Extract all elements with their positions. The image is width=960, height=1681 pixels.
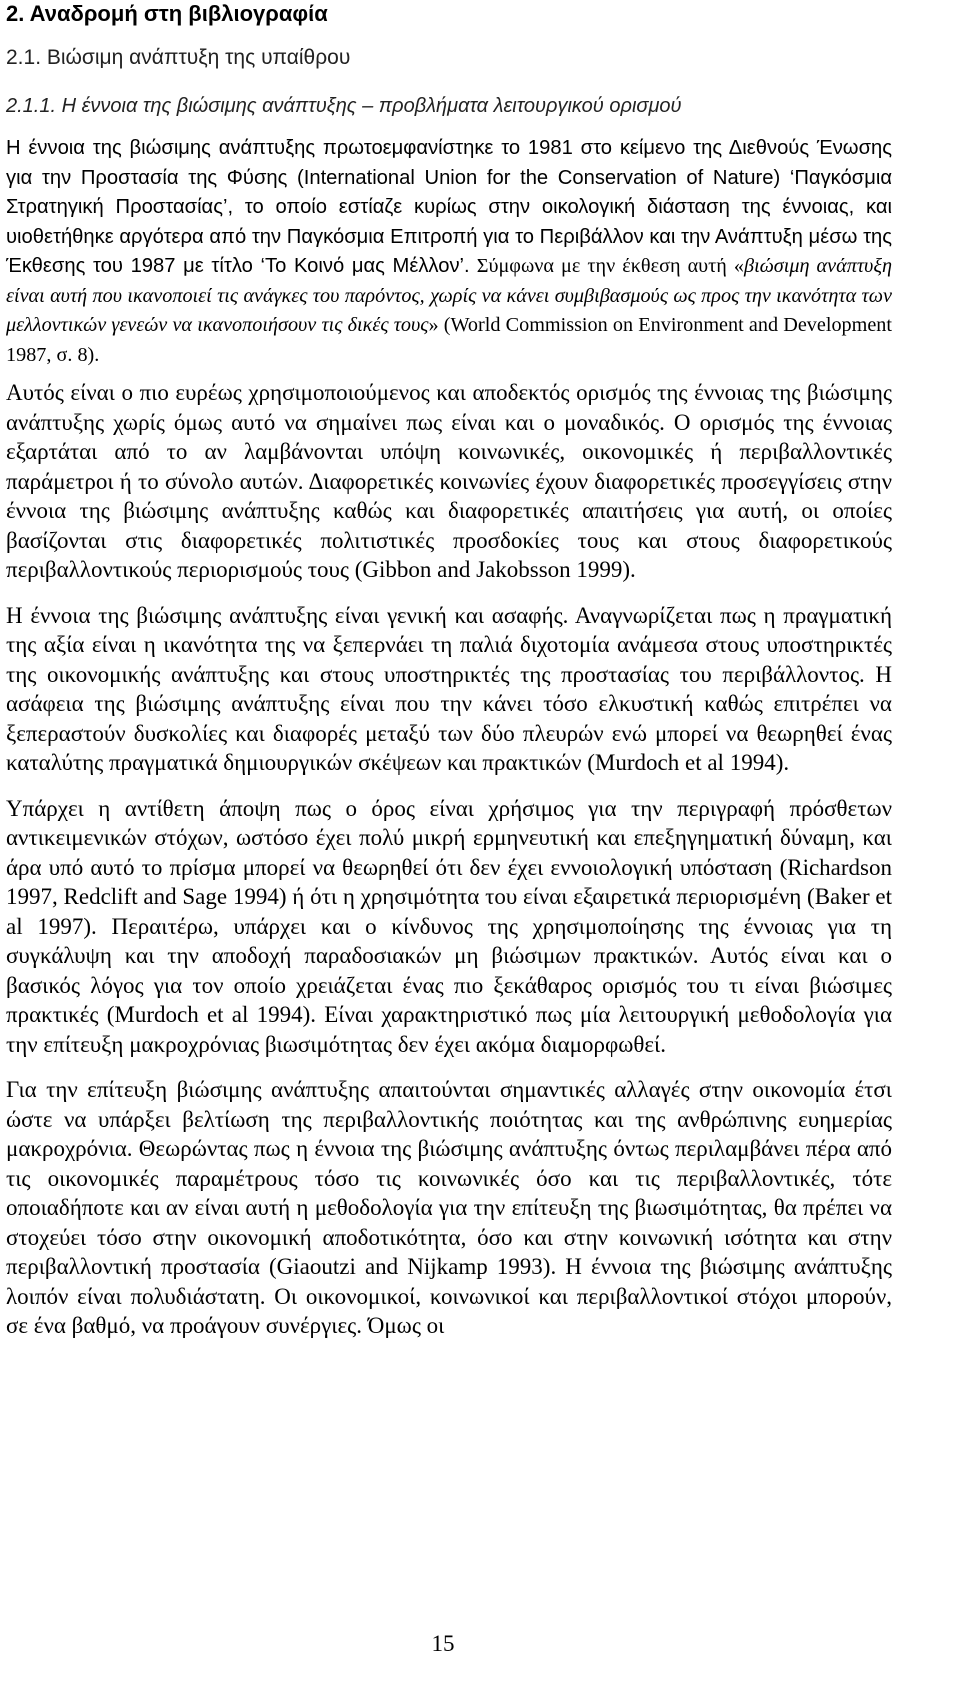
document-page: [6, 0, 892, 1349]
paragraph-requirements: Για την επίτευξη βιώσιμης ανάπτυξης απαιτούνται σημαντικές αλλαγές στην οικονομία έτσι ώστε να υπάρξει βελτίωση της περιβαλλοντικής ποιότητας και της ανθρώπινης ευημερίας μακροχρόνια. Θεωρώντας πως η έννοια της βιώσιμης ανάπτυξης όντως περιλαμβάνει πέρα από τις οικονομικές παραμέτρους τόσο τις κοινωνικές όσο και τις περιβαλλοντικές, τότε οποιαδήποτε και αν είναι αυτή η μεθοδολογία για την επίτευξη της βιωσιμότητας, θα πρέπει να στοχεύει τόσο στην οικονομική αποδοτικότητα, όσο και στην κοινωνική ισότητα και στην περιβαλλοντική προστασία (Giaoutzi and Nijkamp 1993). Η έννοια της βιώσιμης ανάπτυξης λοιπόν είναι πολυδιάστατη. Οι οικονομικοί, κοινωνικοί και περιβαλλοντικοί στόχοι μπορούν, σε ένα βαθμό, να προάγουν συνέργιες. Όμως οι: [6, 1077, 892, 1338]
paragraph-text: Σύμφωνα με την έκθεση αυτή «: [469, 255, 745, 277]
citation: » (World Commission on Environment and Development 1987, σ. 8).: [6, 314, 892, 366]
page-number: 15: [431, 1631, 455, 1656]
paragraph-text: Η έννοια της βιώσιμης ανάπτυξης πρωτοεμφανίστηκε το 1981 στο κείμενο της Διεθνούς Ένωσης για την Προστασία της Φύσης (International Union for the Conservation of Nature) ‘Παγκόσμια Στρατηγική Προστασίας’, το οποίο εστίαζε κυρίως στην οικολογική διάσταση της έννοιας, και υιοθετήθηκε αργότερα από την Παγκόσμια Επιτροπή για το Περιβάλλον και την Ανάπτυξη μέσω της Έκθεσης του 1987 με τίτλο ‘Το Κοινό μας Μέλλον’.: [6, 137, 892, 277]
subsection-heading: 2.1.1. Η έννοια της βιώσιμης ανάπτυξης – προβλήματα λειτουργικού ορισμού: [6, 95, 682, 117]
section-heading: 2.1. Βιώσιμη ανάπτυξη της υπαίθρου: [6, 46, 351, 69]
paragraph-text: Αυτός είναι ο πιο ευρέως χρησιμοποιούμενος και αποδεκτός ορισμός της έννοιας της βιώσιμης ανάπτυξης χωρίς όμως αυτό να σημαίνει πως είναι και ο μοναδικός. Ο ορισμός της έννοιας εξαρτάται από το αν λαμβάνονται υπόψη κοινωνικές, οικονομικές ή περιβαλλοντικές παράμετροι ή το σύνολο αυτών.: [6, 380, 892, 494]
paragraph-definition-origin: [6, 134, 892, 370]
paragraph-opposing-view: Υπάρχει η αντίθετη άποψη πως ο όρος είναι χρήσιμος για την περιγραφή πρόσθετων αντικειμενικών στόχων, ωστόσο έχει πολύ μικρή ερμηνευτική και επεξηγηματική δύναμη, και άρα υπό αυτό το πρίσμα μπορεί να θεωρηθεί ότι δεν έχει εννοιολογική υπόσταση (Richardson 1997, Redclift and Sage 1994) ή ότι η χρησιμότητα του είναι εξαιρετικά περιορισμένη (Baker et al 1997). Περαιτέρω, υπάρχει και ο κίνδυνος της χρησιμοποίησης της έννοιας για τη συγκάλυψη και την αποδοχή παραδοσιακών μη βιώσιμων πρακτικών. Αυτός είναι και ο βασικός λόγος για τον οποίο χρειάζεται ένας πιο ξεκάθαρος ορισμός του τι είναι βιώσιμες πρακτικές (Murdoch et al 1994). Είναι χαρακτηριστικό πως μία λειτουργική μεθοδολογία για την επίτευξη μακροχρόνιας βιωσιμότητας δεν έχει ακόμα διαμορφωθεί.: [6, 795, 892, 1057]
paragraph-vagueness: Η έννοια της βιώσιμης ανάπτυξης είναι γενική και ασαφής. Αναγνωρίζεται πως η πραγματική της αξία είναι η ικανότητα της να ξεπερνάει τη παλιά διχοτομία ανάμεσα στους υποστηρικτές της οικονομικής ανάπτυξης και στους υποστηρικτές της προστασίας του περιβάλλοντος. Η ασάφεια της βιώσιμης ανάπτυξης είναι που την κάνει τόσο ελκυστική καθώς επιτρέπει να ξεπεραστούν δυσκολίες και διαφορές μεταξύ των δύο πλευρών ενώ μπορεί να θεωρηθεί ένας καταλύτης πραγματικά δημιουργικών σκέψεων και πρακτικών (Murdoch et al 1994).: [6, 602, 892, 775]
definition-quote: βιώσιμη ανάπτυξη είναι αυτή που ικανοποιεί τις ανάγκες του παρόντος, χωρίς να κάνει συμβιβασμούς ως προς την ικανότητα των μελλοντικών γενεών να ικανοποιήσουν τις δικές τους: [6, 255, 892, 336]
paragraph-text: Διαφορετικές κοινωνίες έχουν διαφορετικές προσεγγίσεις στην έννοια της βιώσιμης ανάπτυξης καθώς και διαφορετικές απαιτήσεις για αυτή, οι οποίες βασίζονται στις διαφορετικές πολιτιστικές προσδοκίες τους και στους διαφορετικούς περιβαλλοντικούς περιορισμούς τους (Gibbon and Jakobsson 1999).: [6, 468, 892, 582]
chapter-heading: 2. Αναδρομή στη βιβλιογραφία: [6, 1, 328, 26]
paragraph-definition-scope: [6, 378, 892, 585]
